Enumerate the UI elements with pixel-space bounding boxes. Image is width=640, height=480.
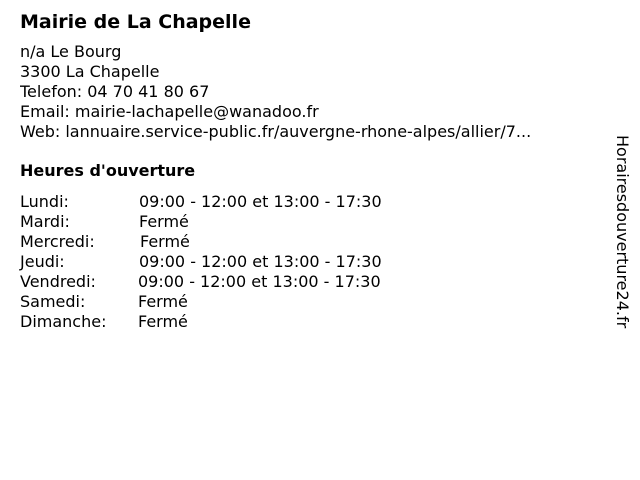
hours-day-label: Lundi: (20, 192, 69, 211)
hours-day-label: Mercredi: (20, 232, 95, 251)
place-title: Mairie de La Chapelle (20, 11, 251, 33)
place-card (20, 10, 600, 332)
hours-day-label: Jeudi: (20, 252, 65, 271)
opening-hours-heading: Heures d'ouverture (20, 161, 196, 180)
address-city: 3300 La Chapelle (20, 62, 160, 81)
web-line: Web: lannuaire.service-public.fr/auvergne-rhone-alpes/allier/7... (20, 122, 532, 141)
hours-row-friday (20, 272, 600, 292)
hours-row-wednesday (20, 232, 600, 252)
hours-value: Fermé (140, 232, 190, 251)
hours-day-label: Dimanche: (20, 312, 107, 331)
hours-row-monday (20, 192, 600, 212)
hours-row-sunday (20, 312, 600, 332)
opening-hours-list (20, 192, 600, 332)
hours-value: 09:00 - 12:00 et 13:00 - 17:30 (139, 252, 382, 271)
site-brand-vertical: Horairesdouverture24.fr (613, 135, 632, 329)
hours-value: Fermé (139, 212, 189, 231)
hours-day-label: Mardi: (20, 212, 70, 231)
phone-line: Telefon: 04 70 41 80 67 (20, 82, 210, 101)
hours-value: 09:00 - 12:00 et 13:00 - 17:30 (139, 192, 382, 211)
hours-value: 09:00 - 12:00 et 13:00 - 17:30 (138, 272, 381, 291)
hours-value: Fermé (138, 312, 188, 331)
hours-row-tuesday (20, 212, 600, 232)
address-street: n/a Le Bourg (20, 42, 122, 61)
email-line: Email: mairie-lachapelle@wanadoo.fr (20, 102, 319, 121)
hours-day-label: Vendredi: (20, 272, 96, 291)
hours-day-label: Samedi: (20, 292, 86, 311)
hours-row-thursday (20, 252, 600, 272)
hours-row-saturday (20, 292, 600, 312)
hours-value: Fermé (138, 292, 188, 311)
